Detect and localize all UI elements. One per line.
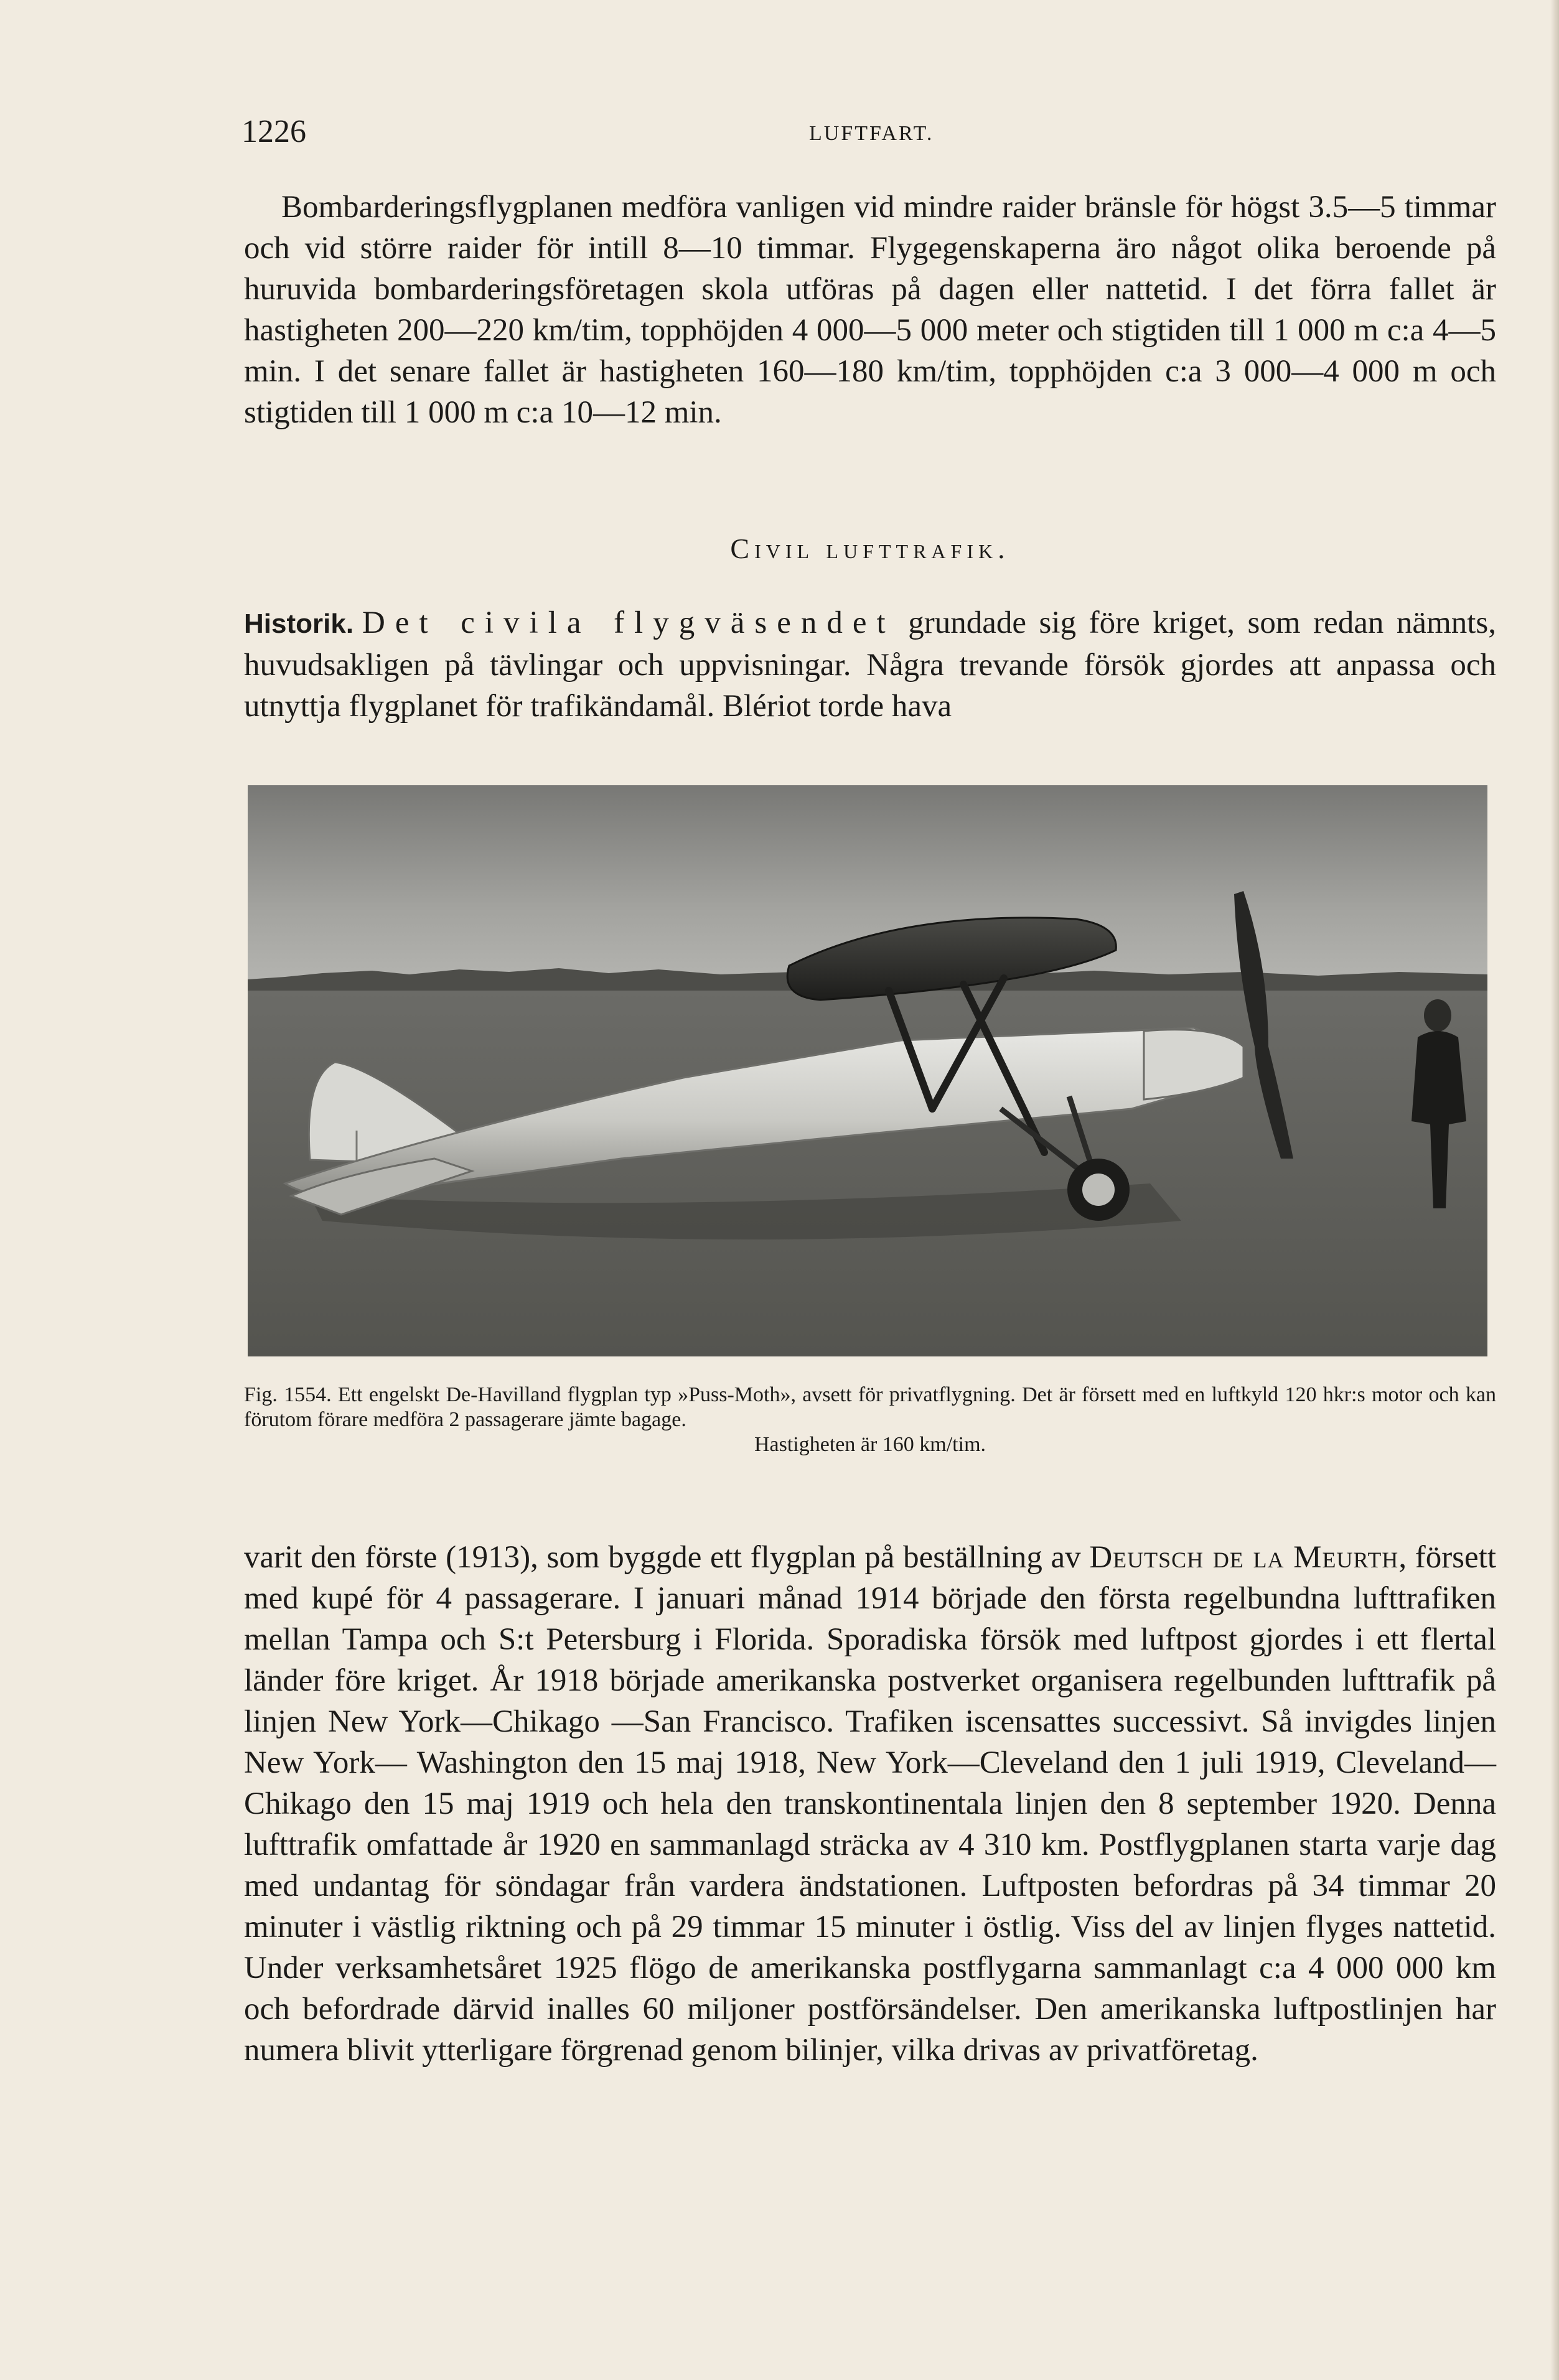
- paragraph-3-rest: , försett med kupé för 4 passagerare. I januari månad 1914 började den första regelbundna lufttrafiken mellan Tampa och S:t Petersburg i Florida. Sporadiska försök med luftpost gjordes i ett flertal länder före kriget. År 1918 började amerikanska postverket organisera regelbunden lufttrafik på linjen New York—Chikago —San Francisco. Trafiken iscensattes successivt. Så invigdes linjen New York— Washington den 15 maj 1918, New York—Cleveland den 1 juli 1919, Cleveland— Chikago den 15 maj 1919 och hela den transkontinentala linjen den 8 september 1920. Denna lufttrafik omfattade år 1920 en sammanlagd sträcka av 4 310 km. Postflygplanen starta varje dag med undantag för söndagar från vardera ändstationen. Luftposten befordras på 34 timmar 20 minuter i västlig riktning och på 29 timmar 15 minuter i östlig. Viss del av linjen flyges nattetid. Under verksamhetsåret 1925 flögo de amerikanska postflygarna sammanlagt c:a 4 000 000 km och befordrade därvid inalles 60 miljoner postförsändelser. Den amerikanska luftpostlinjen har numera blivit ytterligare förgrenad genom bilinjer, vilka drivas av privatföretag.: [244, 1540, 1497, 2068]
- figure-caption: [244, 1383, 1496, 1457]
- airplane-photo: [248, 785, 1487, 1356]
- page-number: 1226: [241, 114, 306, 149]
- person-name: Deutsch de la Meurth: [1089, 1540, 1399, 1575]
- section-heading: Civil lufttrafik.: [730, 533, 1010, 564]
- paragraph-3-start: varit den förste (1913), som byggde ett flygplan på beställning av: [244, 1540, 1081, 1575]
- paragraph-bombardering: [244, 187, 1496, 433]
- caption-text: Fig. 1554. Ett engelskt De-Havilland flygplan typ »Puss-Moth», avsett för privatflygning. Det är försett med en luftkyld 120 hkr:s motor och kan förutom förare medföra 2 passagerare jämte bagage.: [244, 1383, 1496, 1431]
- running-head: LUFTFART.: [809, 122, 934, 145]
- paragraph-2-text: [244, 602, 1496, 727]
- figure-photo: [248, 785, 1487, 1356]
- caption-last-line: Hastigheten är 160 km/tim.: [754, 1433, 986, 1456]
- spaced-emphasis: Det civila flygväsendet: [362, 605, 896, 640]
- paragraph-lufttrafik-history: [244, 1537, 1496, 2071]
- paragraph-2-rest: grundade sig före kriget, som redan nämnts, huvudsakligen på tävlingar och uppvisningar. Några trevande försök gjordes att anpassa och utnyttja flygplanet för trafikändamål. Blériot torde hava: [244, 605, 1497, 724]
- run-in-heading: Historik.: [244, 609, 354, 639]
- page-header: [241, 113, 1499, 157]
- paragraph-3-text: [244, 1537, 1496, 2071]
- paragraph-historik: [244, 602, 1496, 727]
- paragraph-1-text: Bombarderingsflygplanen medföra vanligen vid mindre raider bränsle för högst 3.5—5 timmar och vid större raider för intill 8—10 timmar. Flygegenskaperna äro något olika beroende på huruvida bombarderingsföretagen skola utföras på dagen eller nattetid. I det förra fallet är hastigheten 200—220 km/tim, topphöjden 4 000—5 000 meter och stigtiden till 1 000 m c:a 4—5 min. I det senare fallet är hastigheten 160—180 km/tim, topphöjden c:a 3 000—4 000 m och stigtiden till 1 000 m c:a 10—12 min.: [244, 190, 1496, 430]
- page-edge: [1550, 0, 1559, 2380]
